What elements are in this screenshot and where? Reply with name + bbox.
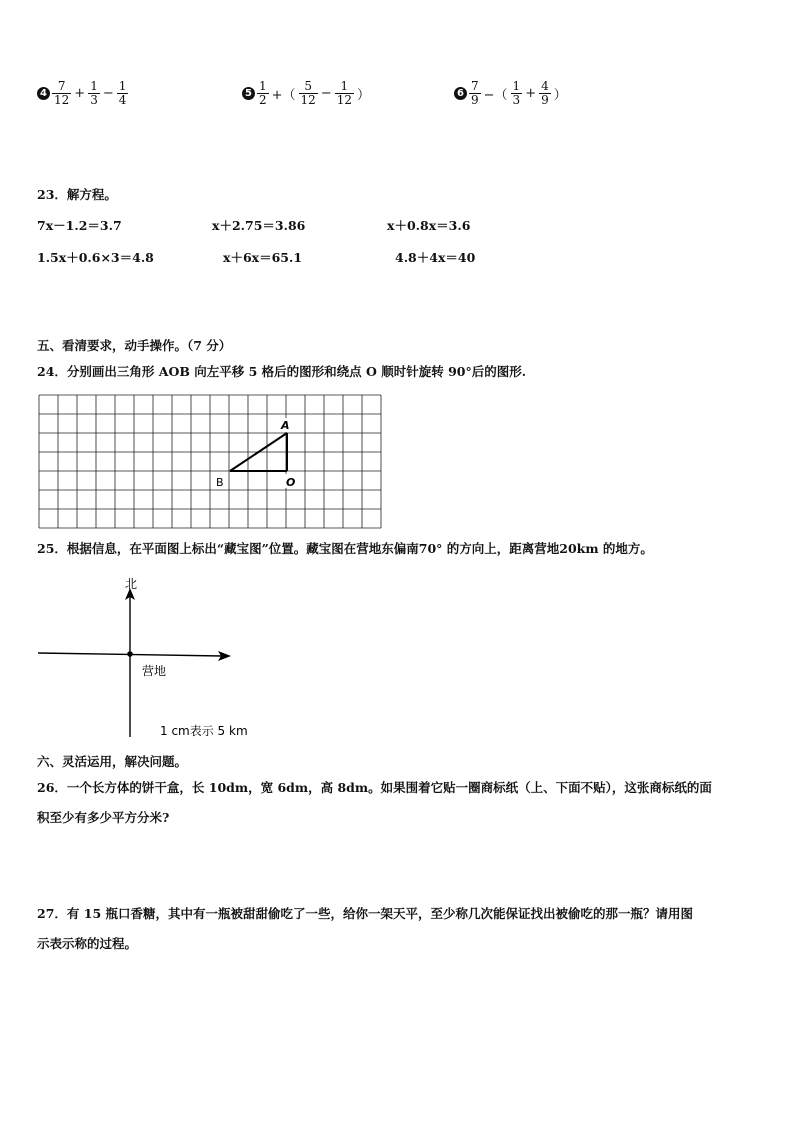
equation: x＋6x＝65.1: [223, 250, 303, 265]
equation: x＋2.75＝3.86: [212, 218, 306, 233]
denominator: 12: [300, 93, 316, 107]
numerator: 4: [541, 79, 549, 93]
denominator: 3: [90, 93, 98, 107]
expression-parts: [468, 80, 569, 107]
fraction: [88, 80, 100, 107]
point-label-b: B: [216, 476, 224, 489]
fraction: [117, 80, 129, 107]
fraction: [335, 80, 354, 107]
denominator: 9: [471, 93, 479, 107]
operator: +: [74, 86, 86, 101]
denominator: 9: [541, 93, 549, 107]
question-26-line-1: 26．一个长方体的饼干盒，长 10dm，宽 6dm，高 8dm。如果围着它贴一圈商标纸（上、下面不贴），这张商标纸的面: [37, 780, 712, 795]
denominator: 12: [336, 93, 353, 107]
camp-point: [127, 651, 133, 657]
operator: −: [320, 86, 332, 101]
equation: 1.5x＋0.6×3＝4.8: [37, 250, 154, 265]
question-24-text: 24．分别画出三角形 AOB 向左平移 5 格后的图形和绕点 O 顺时针旋转 90°后的图形.: [37, 364, 527, 379]
circled-number-marker: 6: [454, 87, 467, 100]
expression-5: [242, 80, 372, 107]
operator: ）: [357, 88, 371, 103]
operator: +: [525, 86, 537, 101]
expression-6: [454, 80, 569, 107]
question-26-line-2: 积至少有多少平方分米?: [37, 810, 170, 825]
equation: 4.8＋4x＝40: [395, 250, 476, 265]
denominator: 3: [512, 93, 521, 107]
grid-lines: [39, 395, 381, 528]
expression-parts: [51, 80, 129, 107]
fraction: [539, 80, 551, 107]
fraction: [299, 80, 318, 107]
point-label-a: A: [281, 419, 290, 432]
question-27-line-1: 27．有 15 瓶口香糖，其中有一瓶被甜甜偷吃了一些，给你一架天平，至少称几次能保证找出被偷吃的那一瓶？请用图: [37, 906, 693, 921]
question-23-title: 23．解方程。: [37, 187, 117, 202]
numerator: 1: [259, 79, 267, 93]
numerator: 5: [304, 79, 312, 93]
operator: ）: [553, 88, 567, 103]
circled-number-marker: 5: [242, 87, 255, 100]
question-25-text: 25．根据信息，在平面图上标出“藏宝图”位置。藏宝图在营地东偏南70° 的方向上，距离营地20km 的地方。: [37, 541, 653, 556]
numerator: 1: [90, 79, 98, 93]
denominator: 4: [118, 93, 127, 107]
equation: x＋0.8x＝3.6: [387, 218, 471, 233]
grid-figure: [38, 394, 383, 529]
operator: +（: [271, 88, 296, 103]
numerator: 7: [471, 79, 479, 93]
section-6-title: 六、灵活运用，解决问题。: [37, 754, 188, 769]
compass-diagram: [36, 572, 276, 744]
numerator: 7: [57, 79, 66, 93]
denominator: 12: [54, 93, 70, 107]
north-label: 北: [125, 577, 138, 591]
operator: −: [102, 86, 114, 101]
operator: −（: [483, 88, 508, 103]
fraction: [52, 80, 71, 107]
expression-4: [37, 80, 129, 107]
fraction: [511, 80, 523, 107]
question-27-line-2: 示表示称的过程。: [37, 936, 138, 951]
numerator: 1: [118, 79, 127, 93]
fraction: [257, 80, 269, 107]
equation: 7x－1.2＝3.7: [37, 218, 122, 233]
numerator: 1: [340, 79, 349, 93]
expression-parts: [256, 80, 372, 107]
denominator: 2: [259, 93, 267, 107]
scale-label: 1 cm表示 5 km: [160, 724, 248, 738]
circled-number-marker: 4: [37, 87, 50, 100]
fraction: [469, 80, 481, 107]
point-label-o: O: [286, 476, 296, 489]
numerator: 1: [512, 79, 521, 93]
section-5-title: 五、看清要求，动手操作。（7 分）: [37, 338, 232, 353]
camp-label: 营地: [142, 664, 167, 678]
